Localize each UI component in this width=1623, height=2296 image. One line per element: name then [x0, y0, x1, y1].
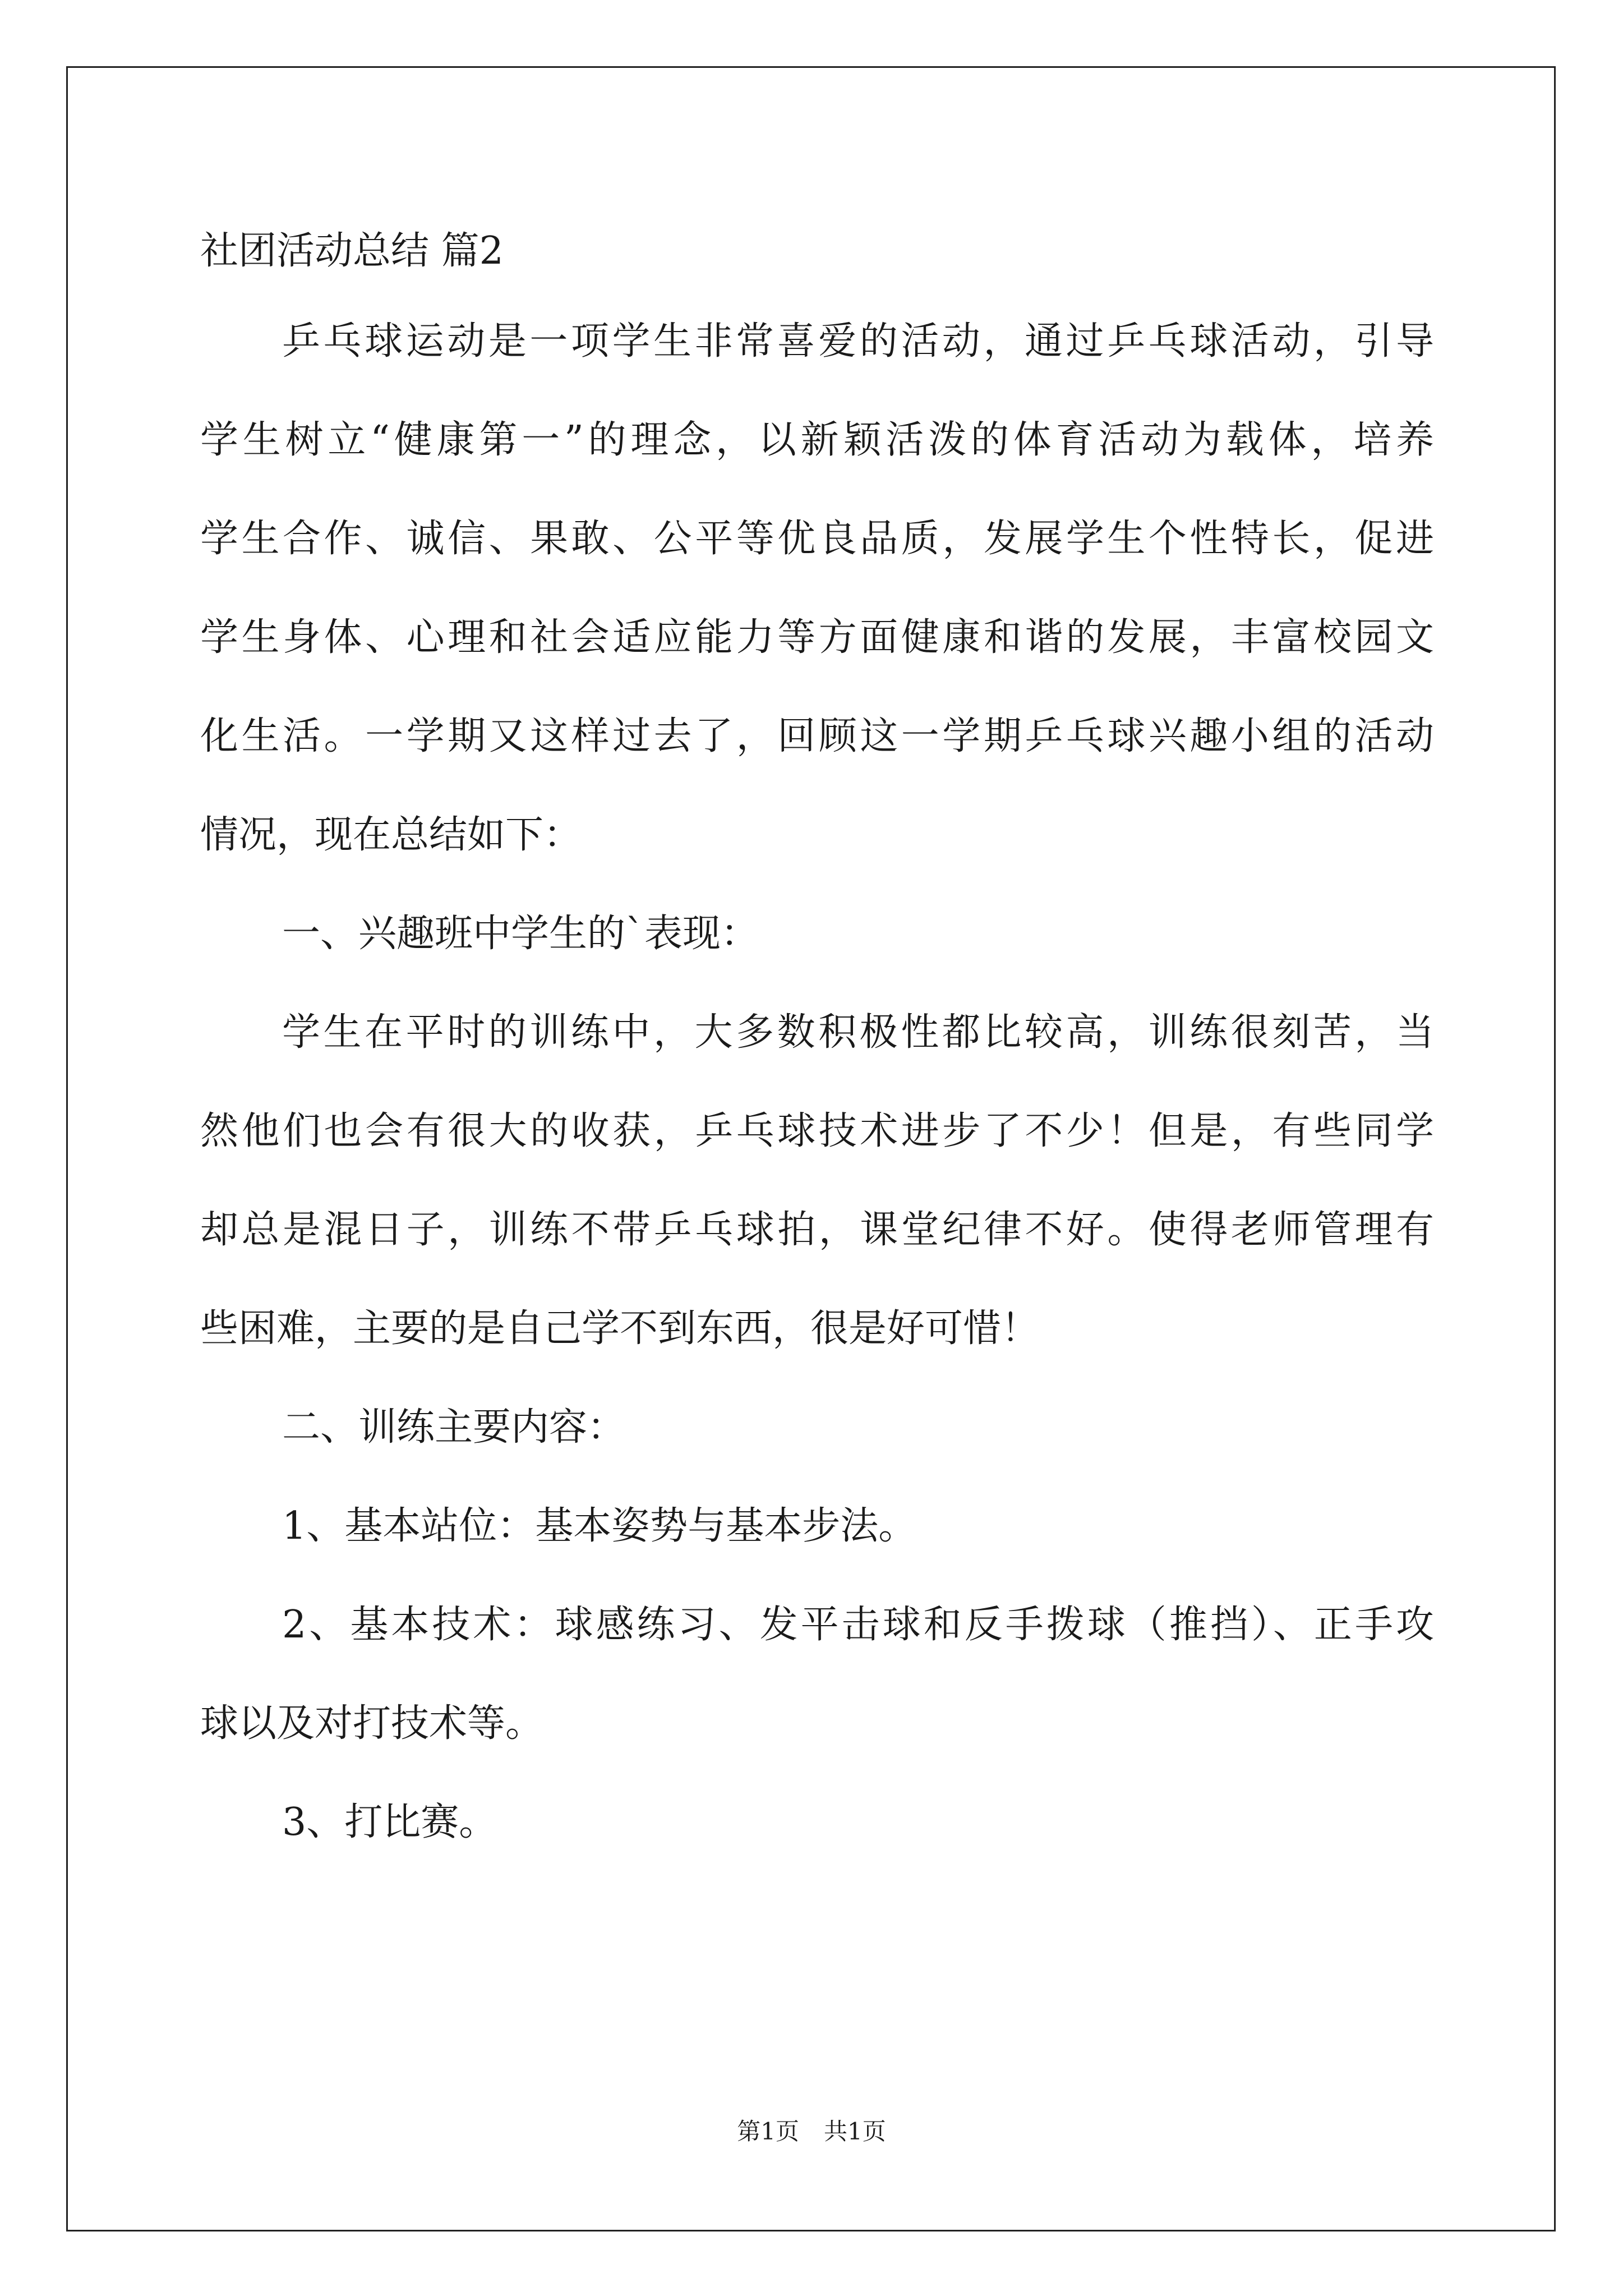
- text-line: 1、基本站位：基本姿势与基本步法。: [282, 1504, 917, 1548]
- text-line: 然他们也会有很大的收获，乒乓球技术进步了不少！但是，有些同学: [200, 1109, 1434, 1153]
- text-line: 一、兴趣班中学生的`表现：: [282, 912, 759, 956]
- text-line: 学生身体、心理和社会适应能力等方面健康和谐的发展，丰富校园文: [200, 615, 1434, 660]
- paragraph: [200, 983, 1434, 1378]
- list-item: [200, 1477, 1434, 1576]
- paragraph: [200, 292, 1434, 885]
- text-line: 学生合作、诚信、果敢、公平等优良品质，发展学生个性特长，促进: [200, 517, 1434, 561]
- text-line: 乒乓球运动是一项学生非常喜爱的活动，通过乒乓球活动，引导: [282, 319, 1434, 364]
- text-line: 却总是混日子，训练不带乒乓球拍，课堂纪律不好。使得老师管理有: [200, 1208, 1434, 1252]
- text-line: 二、训练主要内容：: [282, 1405, 626, 1450]
- text-line: 情况，现在总结如下：: [200, 813, 582, 857]
- text-line: 3、打比赛。: [282, 1800, 497, 1844]
- text-line: 学生树立“健康第一”的理念，以新颖活泼的体育活动为载体，培养: [200, 418, 1434, 462]
- page-number-total: 共1页: [824, 2118, 886, 2145]
- page-number-current: 第1页: [737, 2118, 799, 2145]
- document-body: [200, 210, 1434, 1872]
- page-footer: [0, 2115, 1623, 2148]
- text-line: 化生活。一学期又这样过去了，回顾这一学期乒乓球兴趣小组的活动: [200, 714, 1434, 758]
- section-heading: [200, 1378, 1434, 1477]
- section-heading: [200, 885, 1434, 983]
- text-line: 学生在平时的训练中，大多数积极性都比较高，训练很刻苦，当: [282, 1010, 1434, 1055]
- text-line: 些困难，主要的是自己学不到东西，很是好可惜！: [200, 1306, 1040, 1351]
- text-line: 球以及对打技术等。: [200, 1701, 544, 1746]
- list-item: [200, 1773, 1434, 1872]
- list-item: [200, 1576, 1434, 1773]
- text-line: 2、基本技术：球感练习、发平击球和反手拨球（推挡）、正手攻: [282, 1603, 1434, 1647]
- document-title: 社团活动总结 篇2: [200, 229, 504, 273]
